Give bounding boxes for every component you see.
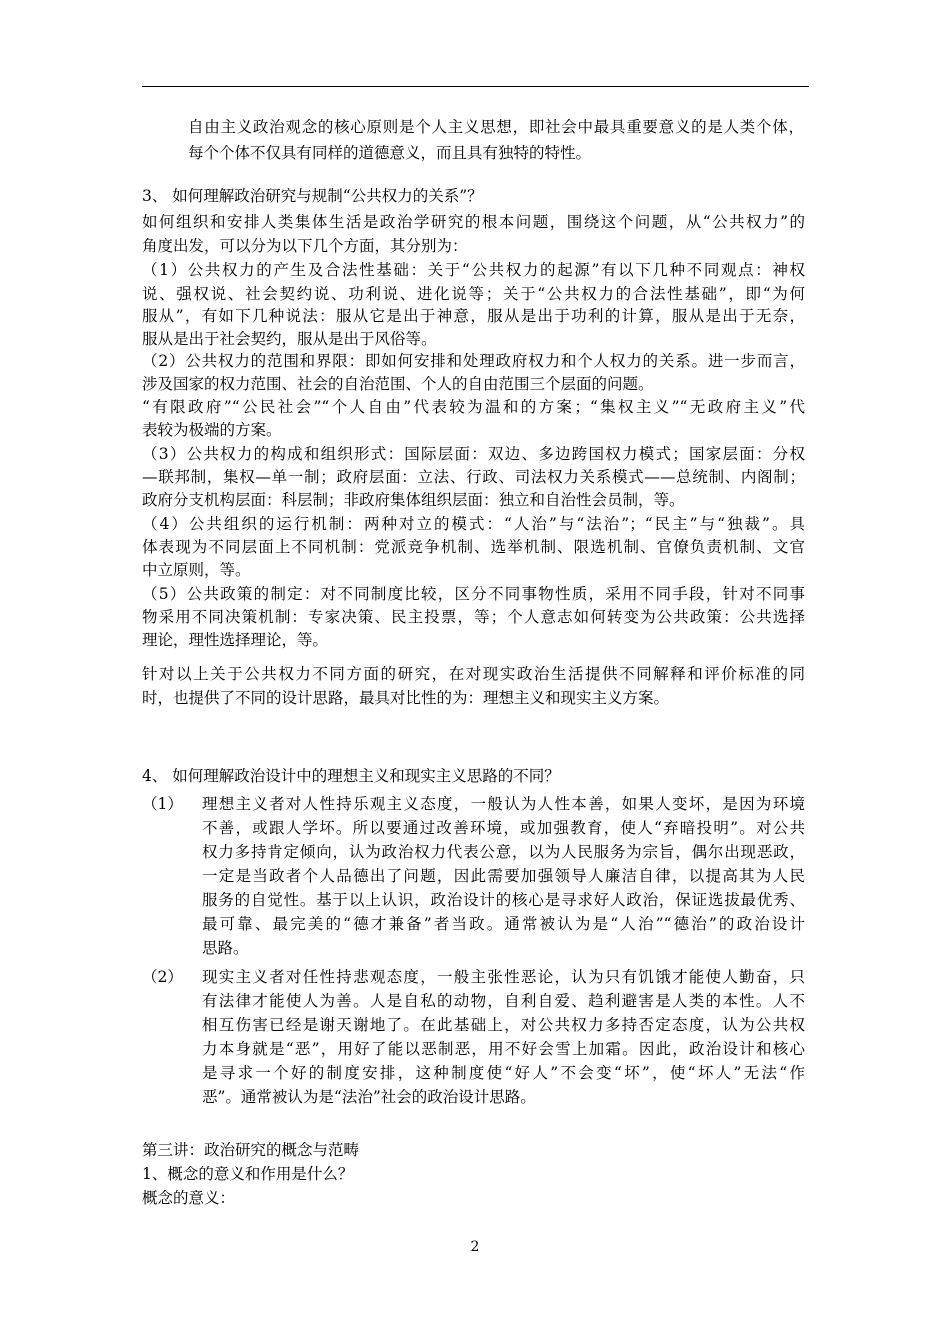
- q3-heading: 3、 如何理解政治研究与规制“公共权力的关系”？: [142, 187, 483, 205]
- q4-heading: 4、 如何理解政治设计中的理想主义和现实主义思路的不同？: [142, 767, 560, 785]
- intro-line-1: 自由主义政治观念的核心原则是个人主义思想，即社会中最具重要意义的是人类个体，: [188, 118, 804, 136]
- q3-line: —联邦制，集权—单一制；政府层面：立法、行政、司法权力关系模式——总统制、内阁制；: [142, 468, 805, 486]
- q4-item-line: 有法律才能使人为善。人是自私的动物，自利自爱、趋利避害是人类的本性。人不: [202, 992, 805, 1010]
- q3-line: 时，也提供了不同的设计思路，最具对比性的为：理想主义和现实主义方案。: [142, 689, 670, 707]
- q3-line: （4）公共组织的运行机制：两种对立的模式：“人治”与“法治”；“民主”与“独裁”。具: [142, 515, 805, 533]
- q3-line: 针对以上关于公共权力不同方面的研究，在对现实政治生活提供不同解释和评价标准的同: [142, 665, 805, 683]
- q3-line: 物采用不同决策机制：专家决策、民主投票，等；个人意志如何转变为公共政策：公共选择: [142, 608, 805, 626]
- q3-line: （1）公共权力的产生及合法性基础：关于“公共权力的起源”有以下几种不同观点：神权: [142, 261, 805, 279]
- q4-item-line: 恶”。通常被认为是“法治”社会的政治设计思路。: [202, 1088, 536, 1106]
- q3-line: （2）公共权力的范围和界限：即如何安排和处理政府权力和个人权力的关系。进一步而言，: [142, 352, 805, 370]
- page-number: 2: [470, 1239, 480, 1255]
- q3-line: 理论，理性选择理论，等。: [142, 631, 329, 649]
- lecture3-title: 第三讲：政治研究的概念与范畴: [142, 1141, 360, 1159]
- q4-item-line: 一定是当政者个人品德出了问题，因此需要加强领导人廉洁自律，以提高其为人民: [202, 867, 805, 885]
- q3-line: 服从是出于社会契约，服从是出于风俗等。: [142, 330, 437, 348]
- q3-line: （3）公共权力的构成和组织形式：国际层面：双边、多边跨国权力模式；国家层面：分权: [142, 445, 805, 463]
- q4-item-line: 理想主义者对人性持乐观主义态度，一般认为人性本善，如果人变坏，是因为环境: [202, 795, 805, 813]
- q4-item-line: 不善，或跟人学坏。所以要通过改善环境，或加强教育，使人“弃暗投明”。对公共: [202, 819, 805, 837]
- q3-line: （5）公共政策的制定：对不同制度比较，区分不同事物性质，采用不同手段，针对不同事: [142, 585, 805, 603]
- q4-item-line: 相互伤害已经是谢天谢地了。在此基础上，对公共权力多持否定态度，认为公共权: [202, 1016, 805, 1034]
- q3-line: 涉及国家的权力范围、社会的自治范围、个人的自由范围三个层面的问题。: [142, 375, 654, 393]
- lecture3-question-1: 1、概念的意义和作用是什么？: [142, 1165, 354, 1183]
- q3-line: 如何组织和安排人类集体生活是政治学研究的根本问题，围绕这个问题，从“公共权力”的: [142, 213, 805, 231]
- q3-line: 体表现为不同层面上不同机制：党派竞争机制、选举机制、限选机制、官僚负责机制、文官: [142, 538, 805, 556]
- q4-item-line: 力本身就是“恶”，用好了能以恶制恶，用不好会雪上加霜。因此，政治设计和核心: [202, 1040, 805, 1058]
- q3-line: 说、强权说、社会契约说、功利说、进化说等；关于“公共权力的合法性基础”，即“为何: [142, 285, 805, 303]
- q4-item-number: （1）: [142, 795, 183, 813]
- q3-line: 表较为极端的方案。: [142, 421, 282, 439]
- q3-line: 中立原则，等。: [142, 561, 251, 579]
- q4-item-number: （2）: [142, 968, 183, 986]
- q4-item-line: 最可靠、最完美的“德才兼备”者当政。通常被认为是“人治”“德治”的政治设计: [202, 915, 805, 933]
- q4-item-line: 思路。: [202, 939, 249, 957]
- lecture3-subheading: 概念的意义：: [142, 1189, 236, 1207]
- q3-line: 服从”，有如下几种说法：服从它是出于神意，服从是出于功利的计算，服从是出于无奈，: [142, 307, 805, 325]
- intro-line-2: 每个个体不仅具有同样的道德意义，而且具有独特的特性。: [188, 144, 592, 162]
- q3-line: “有限政府”“公民社会”“个人自由”代表较为温和的方案；“集权主义”“无政府主义”代: [142, 398, 805, 416]
- q4-item-line: 现实主义者对任性持悲观态度，一般主张性恶论，认为只有饥饿才能使人勤奋，只: [202, 968, 805, 986]
- q4-item-line: 服务的自觉性。基于以上认识，政治设计的核心是寻求好人政治，保证选拔最优秀、: [202, 891, 805, 909]
- q3-line: 政府分支机构层面：科层制；非政府集体组织层面：独立和自治性会员制，等。: [142, 491, 685, 509]
- q3-line: 角度出发，可以分为以下几个方面，其分别为：: [142, 237, 468, 255]
- q4-item-line: 是寻求一个好的制度安排，这种制度使“好人”不会变“坏”，使“坏人”无法“作: [202, 1064, 805, 1082]
- q4-item-line: 权力多持肯定倾向，认为政治权力代表公意，以为人民服务为宗旨，偶尔出现恶政，: [202, 843, 805, 861]
- header-rule: [142, 86, 809, 87]
